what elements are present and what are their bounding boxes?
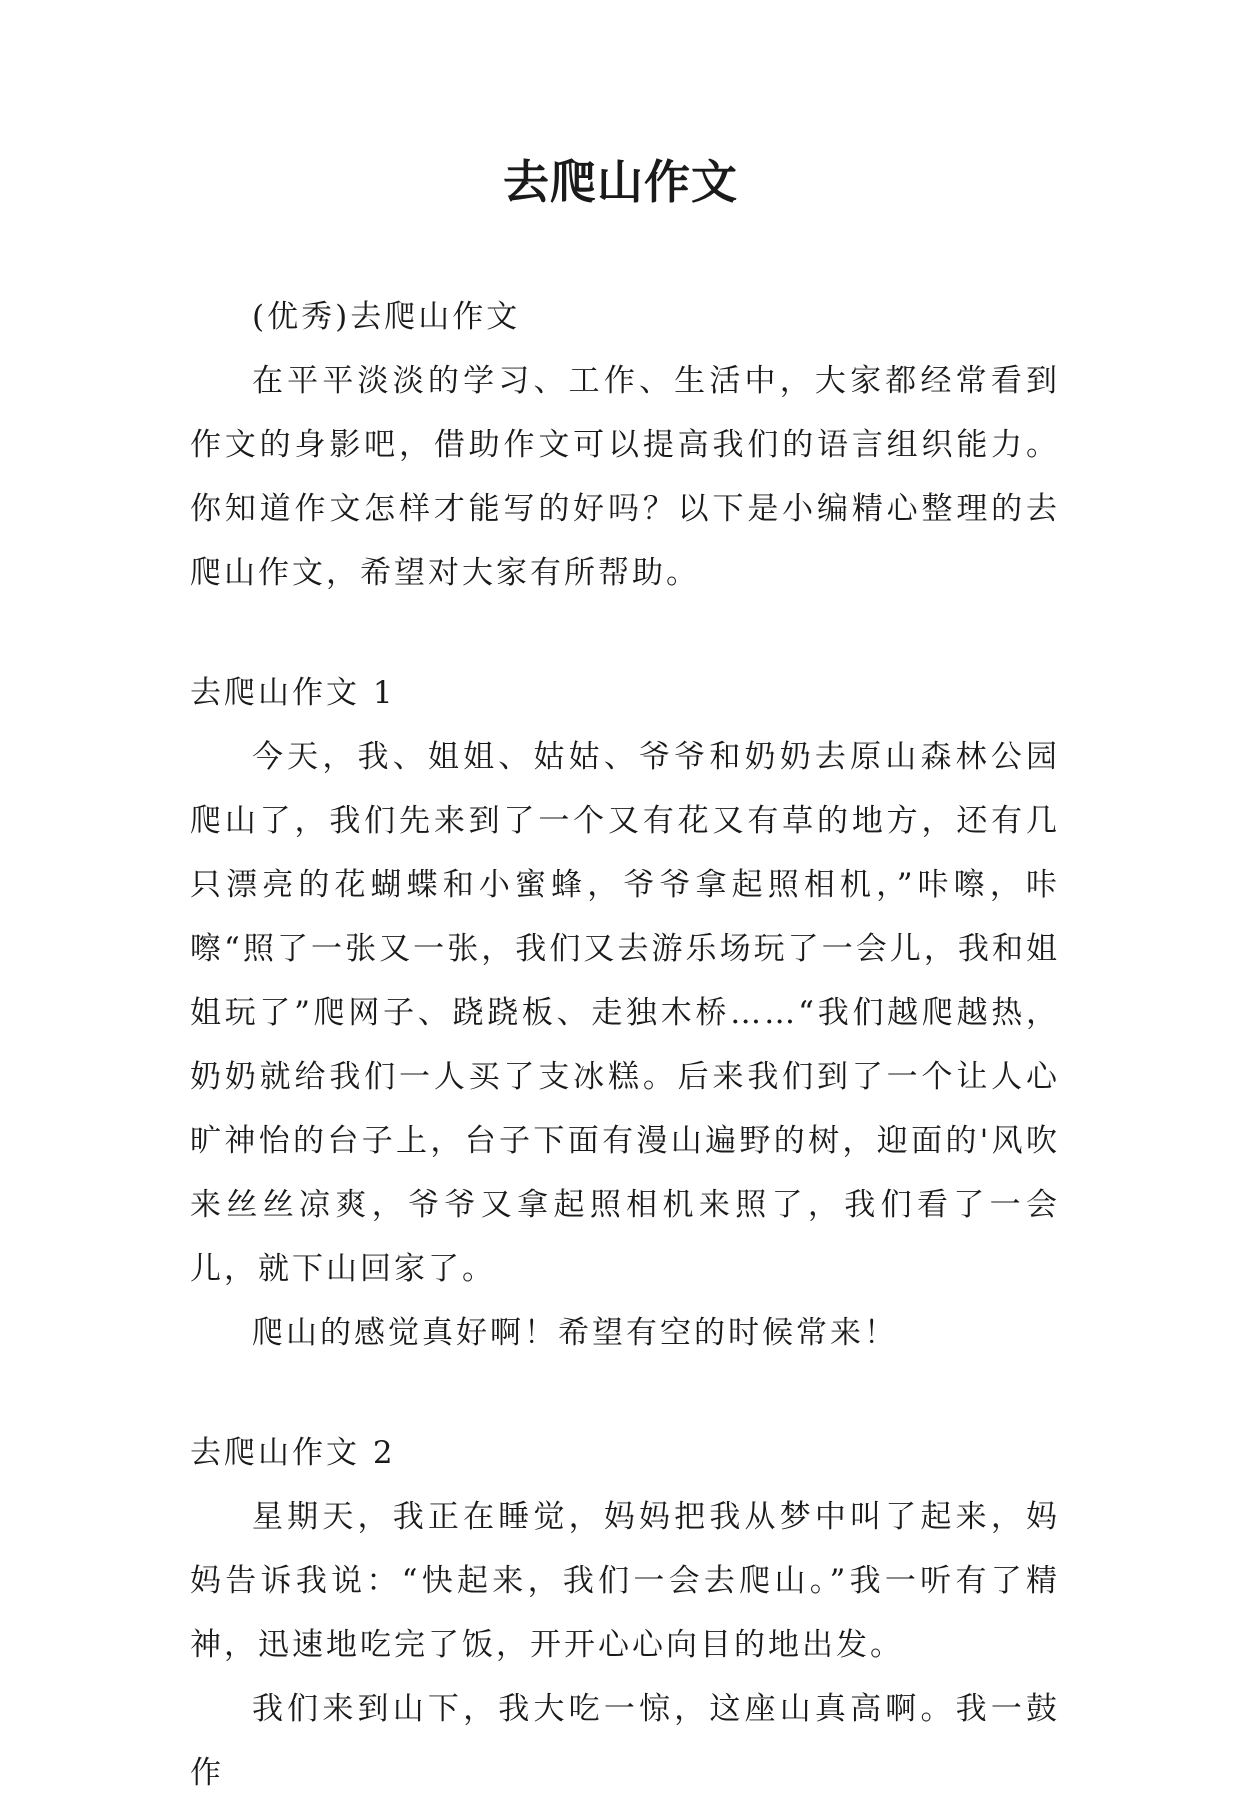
essay-1-paragraph-2: 爬山的感觉真好啊！希望有空的时候常来！ (252, 1315, 898, 1351)
essay-2-paragraph-1: 星期天，我正在睡觉，妈妈把我从梦中叫了起来，妈妈告诉我说：“快起来，我们一会去爬山。”我一听有了精神，迅速地吃完了饭，开开心心向目的地出发。 (190, 1499, 1060, 1663)
essay-2-heading: 去爬山作文 2 (190, 1435, 396, 1471)
essay-1-heading: 去爬山作文 1 (190, 675, 396, 711)
intro-paragraph: 在平平淡淡的学习、工作、生活中，大家都经常看到作文的身影吧，借助作文可以提高我们的语言组织能力。你知道作文怎样才能写的好吗？以下是小编精心整理的去爬山作文，希望对大家有所帮助。 (190, 363, 1060, 591)
document-title: 去爬山作文 (503, 155, 738, 209)
document-body (190, 285, 1060, 1805)
subtitle: (优秀)去爬山作文 (252, 299, 521, 335)
essay-2-paragraph-2: 我们来到山下，我大吃一惊，这座山真高啊。我一鼓作 (190, 1691, 1060, 1791)
essay-1-paragraph-1: 今天，我、姐姐、姑姑、爷爷和奶奶去原山森林公园爬山了，我们先来到了一个又有花又有草的地方，还有几只漂亮的花蝴蝶和小蜜蜂，爷爷拿起照相机，”咔嚓，咔嚓“照了一张又一张，我们又去游乐场玩了一会儿，我和姐姐玩了”爬网子、跷跷板、走独木桥……“我们越爬越热，奶奶就给我们一人买了支冰糕。后来我们到了一个让人心旷神怡的台子上，台子下面有漫山遍野的树，迎面的'风吹来丝丝凉爽，爷爷又拿起照相机来照了，我们看了一会儿，就下山回家了。 (190, 739, 1060, 1287)
